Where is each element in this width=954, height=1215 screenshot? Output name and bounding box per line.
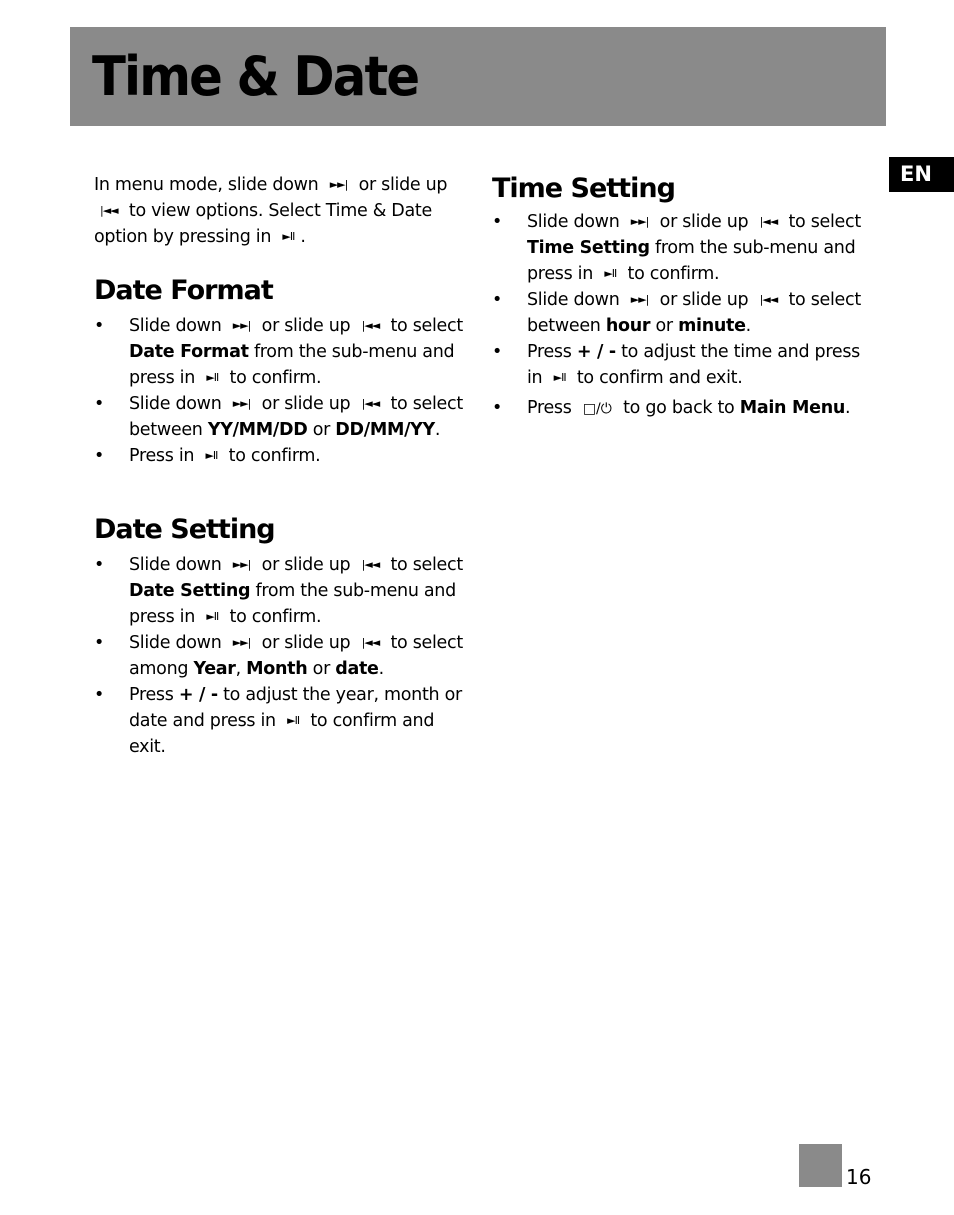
date-format-list	[94, 313, 466, 469]
list-item: • Slide down ►►| or slide up |◄◄ to select among Year, Month or date.	[94, 630, 466, 682]
list-item: • Press + / - to adjust the time and press in ►II to confirm and exit.	[492, 339, 872, 391]
play-pause-icon: ►II	[553, 371, 566, 384]
play-pause-icon: ►II	[282, 230, 295, 243]
next-track-icon: ►►|	[630, 293, 649, 306]
list-item: • Press in ►II to confirm.	[94, 443, 466, 469]
time-setting-heading: Time Setting	[492, 173, 675, 204]
date-setting-list	[94, 552, 466, 760]
next-track-icon: ►►|	[232, 397, 251, 410]
play-pause-icon: ►II	[287, 714, 300, 727]
page-header	[70, 27, 886, 126]
left-column	[94, 172, 466, 760]
next-track-icon: ►►|	[630, 215, 649, 228]
time-setting-list	[492, 209, 872, 422]
previous-track-icon: |◄◄	[361, 558, 380, 571]
list-item: • Slide down ►►| or slide up |◄◄ to select between hour or minute.	[492, 287, 872, 339]
next-track-icon: ►►|	[232, 558, 251, 571]
previous-track-icon: |◄◄	[361, 319, 380, 332]
stop-power-icon: □/⏻	[582, 401, 612, 417]
next-track-icon: ►►|	[232, 636, 251, 649]
previous-track-icon: |◄◄	[100, 204, 118, 217]
list-item: • Slide down ►►| or slide up |◄◄ to select Date Format from the sub-menu and press in ►II to confirm.	[94, 313, 466, 391]
previous-track-icon: |◄◄	[361, 397, 380, 410]
play-pause-icon: ►II	[206, 371, 219, 384]
play-pause-icon: ►II	[206, 610, 219, 623]
list-item: • Slide down ►►| or slide up |◄◄ to select Time Setting from the sub-menu and press in ►II to confirm.	[492, 209, 872, 287]
page-number: 16	[846, 1165, 872, 1189]
right-column	[492, 172, 872, 422]
list-item: • Slide down ►►| or slide up |◄◄ to select Date Setting from the sub-menu and press in ►II to confirm.	[94, 552, 466, 630]
list-item: • Press □/⏻ to go back to Main Menu.	[492, 395, 872, 422]
play-pause-icon: ►II	[604, 267, 617, 280]
previous-track-icon: |◄◄	[759, 215, 778, 228]
list-item: • Slide down ►►| or slide up |◄◄ to select between YY/MM/DD or DD/MM/YY.	[94, 391, 466, 443]
list-item: • Press + / - to adjust the year, month or date and press in ►II to confirm and exit.	[94, 685, 462, 757]
play-pause-icon: ►II	[205, 449, 218, 462]
page-title: Time & Date	[92, 45, 419, 108]
previous-track-icon: |◄◄	[759, 293, 778, 306]
date-setting-heading: Date Setting	[94, 514, 275, 545]
date-format-heading: Date Format	[94, 275, 273, 306]
next-track-icon: ►►|	[232, 319, 251, 332]
language-tab: EN	[889, 157, 954, 192]
previous-track-icon: |◄◄	[361, 636, 380, 649]
next-track-icon: ►►|	[329, 178, 348, 191]
intro-paragraph: In menu mode, slide down ►►| or slide up |◄◄ to view options. Select Time & Date option by pressing in ►II .	[94, 172, 466, 250]
page-number-box	[799, 1144, 842, 1187]
